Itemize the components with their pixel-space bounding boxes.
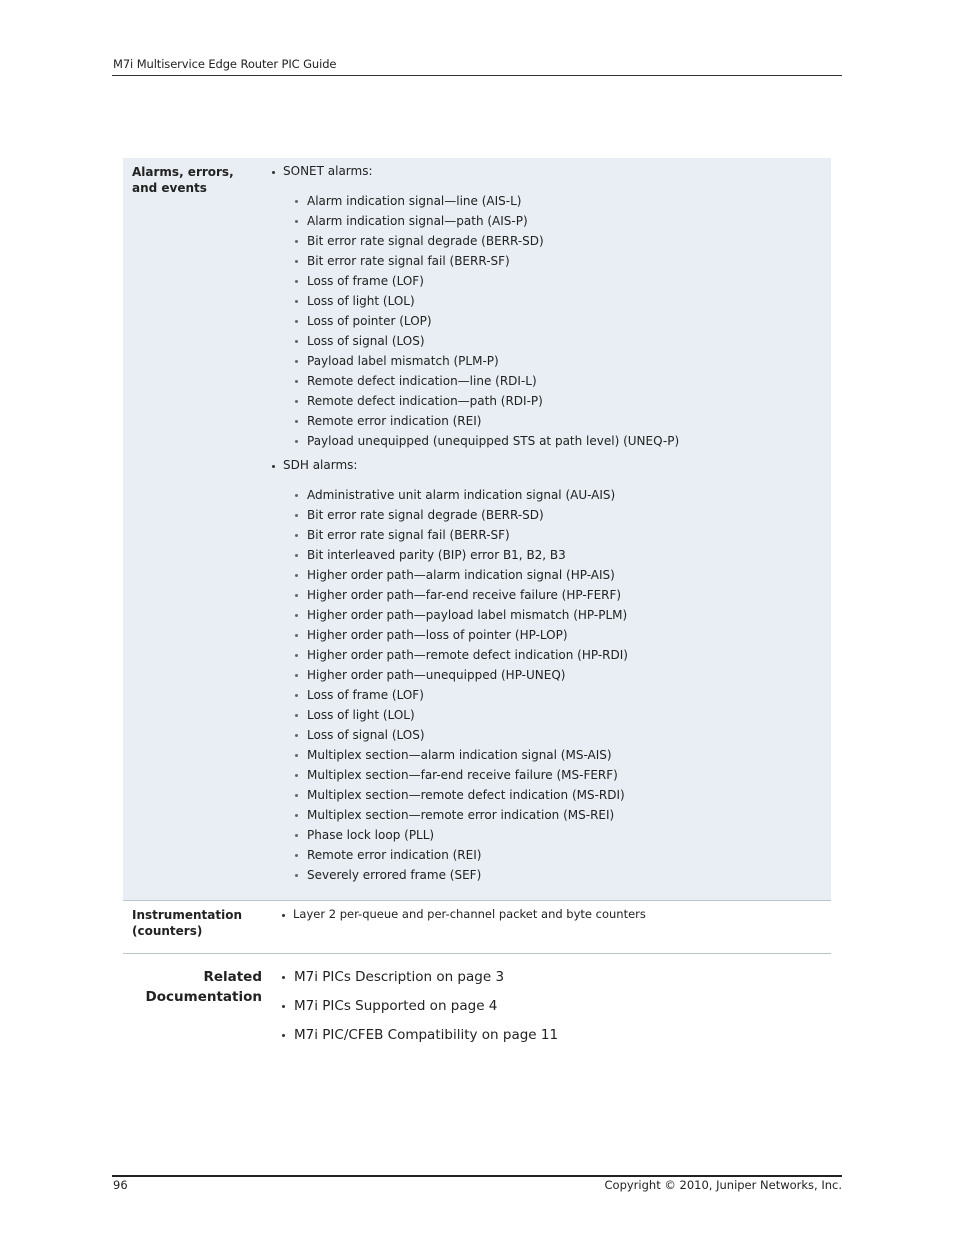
- list-item: Loss of frame (LOF): [307, 272, 679, 292]
- row-label-line: Instrumentation: [132, 908, 243, 922]
- related-link-pics-supported[interactable]: M7i PICs Supported on page 4: [294, 996, 558, 1025]
- list-item: Loss of light (LOL): [307, 292, 679, 312]
- list-item: Remote defect indication—line (RDI-L): [307, 372, 679, 392]
- sdh-alarms-heading: SDH alarms:: [283, 458, 358, 472]
- list-item: Multiplex section—remote defect indication (MS-RDI): [307, 786, 628, 806]
- related-documentation-list: [294, 967, 558, 1054]
- header-divider: [112, 75, 842, 76]
- list-item: Loss of signal (LOS): [307, 726, 628, 746]
- sonet-alarms-list: [307, 192, 679, 452]
- list-item: Multiplex section—far-end receive failure (MS-FERF): [307, 766, 628, 786]
- table-row-alarms: [123, 158, 831, 901]
- row-label-line: (counters): [132, 924, 203, 938]
- running-header-title: M7i Multiservice Edge Router PIC Guide: [113, 57, 337, 71]
- instrumentation-item: Layer 2 per-queue and per-channel packet and byte counters: [293, 907, 646, 921]
- list-item: Bit error rate signal fail (BERR-SF): [307, 526, 628, 546]
- list-item: Bit error rate signal fail (BERR-SF): [307, 252, 679, 272]
- related-label-line: Documentation: [145, 989, 262, 1005]
- list-item: Higher order path—far-end receive failure (HP-FERF): [307, 586, 628, 606]
- list-item: Remote defect indication—path (RDI-P): [307, 392, 679, 412]
- table-row-instrumentation: [123, 901, 831, 954]
- related-documentation-label: [130, 967, 262, 1007]
- related-link-pic-cfeb-compatibility[interactable]: M7i PIC/CFEB Compatibility on page 11: [294, 1025, 558, 1054]
- list-item: Phase lock loop (PLL): [307, 826, 628, 846]
- list-item: Higher order path—alarm indication signal (HP-AIS): [307, 566, 628, 586]
- related-label-line: Related: [203, 969, 262, 985]
- list-item: Administrative unit alarm indication signal (AU-AIS): [307, 486, 628, 506]
- sdh-alarms-list: [307, 486, 628, 886]
- row-label-instrumentation: [132, 907, 262, 939]
- list-item: Higher order path—loss of pointer (HP-LOP): [307, 626, 628, 646]
- list-item: Bit error rate signal degrade (BERR-SD): [307, 232, 679, 252]
- list-item: Higher order path—remote defect indication (HP-RDI): [307, 646, 628, 666]
- list-item: Payload label mismatch (PLM-P): [307, 352, 679, 372]
- footer-divider: [112, 1175, 842, 1177]
- list-item: Loss of pointer (LOP): [307, 312, 679, 332]
- list-item: Bit interleaved parity (BIP) error B1, B2, B3: [307, 546, 628, 566]
- related-link-pics-description[interactable]: M7i PICs Description on page 3: [294, 967, 558, 996]
- list-item: Higher order path—payload label mismatch (HP-PLM): [307, 606, 628, 626]
- list-item: Loss of frame (LOF): [307, 686, 628, 706]
- list-item: Remote error indication (REI): [307, 846, 628, 866]
- list-item: Loss of signal (LOS): [307, 332, 679, 352]
- specifications-table: [123, 158, 831, 954]
- list-item: Multiplex section—remote error indication (MS-REI): [307, 806, 628, 826]
- sonet-alarms-heading: SONET alarms:: [283, 164, 373, 178]
- page-number: 96: [113, 1178, 128, 1192]
- row-label-alarms: Alarms, errors, and events: [132, 165, 234, 195]
- list-item: Multiplex section—alarm indication signal (MS-AIS): [307, 746, 628, 766]
- list-item: Higher order path—unequipped (HP-UNEQ): [307, 666, 628, 686]
- list-item: Remote error indication (REI): [307, 412, 679, 432]
- list-item: Loss of light (LOL): [307, 706, 628, 726]
- list-item: Severely errored frame (SEF): [307, 866, 628, 886]
- list-item: Alarm indication signal—line (AIS-L): [307, 192, 679, 212]
- list-item: Payload unequipped (unequipped STS at path level) (UNEQ-P): [307, 432, 679, 452]
- list-item: Alarm indication signal—path (AIS-P): [307, 212, 679, 232]
- list-item: Bit error rate signal degrade (BERR-SD): [307, 506, 628, 526]
- copyright-notice: Copyright © 2010, Juniper Networks, Inc.: [604, 1178, 842, 1192]
